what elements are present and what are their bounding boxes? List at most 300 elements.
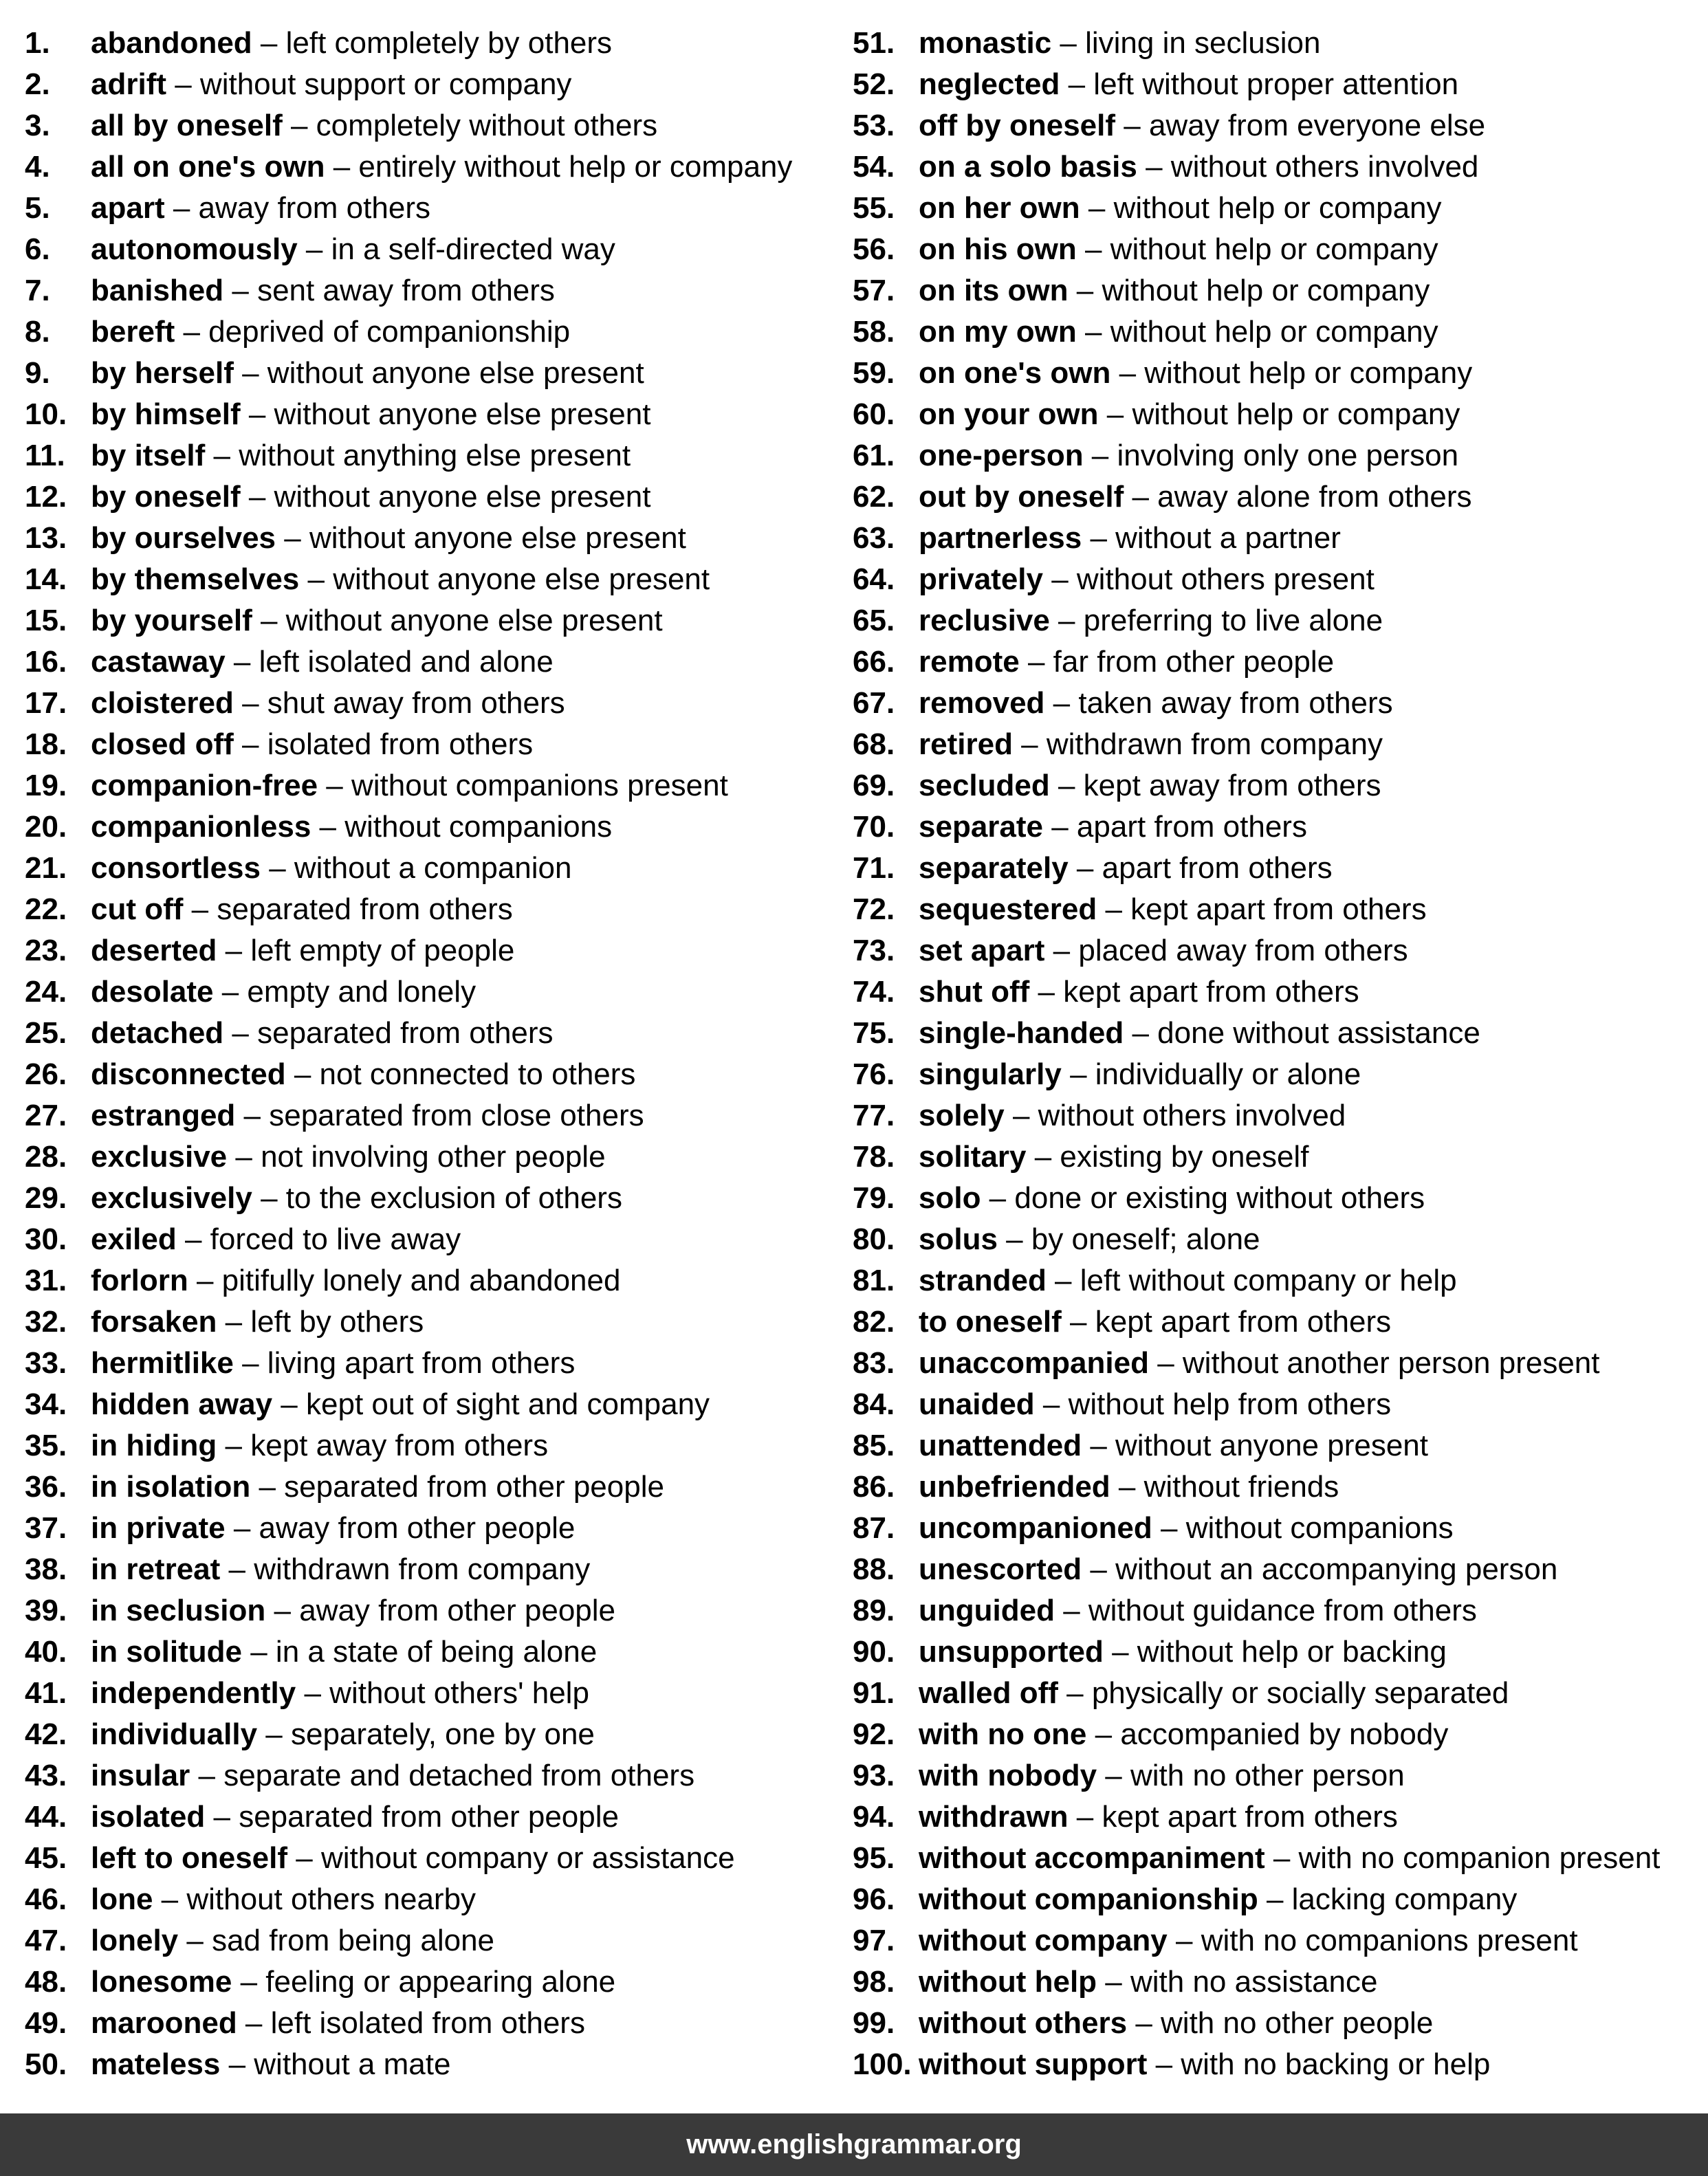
list-item <box>25 516 850 557</box>
item-number: 97. <box>853 1924 895 1957</box>
item-definition: – individually or alone <box>1061 1057 1361 1091</box>
item-definition: – without help or company <box>1110 356 1473 390</box>
item-term: estranged <box>91 1099 236 1132</box>
item-term: monastic <box>919 26 1052 60</box>
list-item <box>853 1959 1705 2001</box>
list-item <box>853 1258 1705 1299</box>
item-number: 62. <box>853 480 895 514</box>
item-definition: – without others nearby <box>153 1882 477 1916</box>
item-term: unguided <box>919 1594 1055 1627</box>
item-number: 32. <box>25 1305 67 1339</box>
item-number: 70. <box>853 810 895 844</box>
item-term: secluded <box>919 769 1050 802</box>
item-number: 16. <box>25 645 67 679</box>
item-number: 39. <box>25 1594 67 1627</box>
list-item <box>25 103 850 144</box>
list-item <box>25 1836 850 1877</box>
item-term: off by oneself <box>919 109 1116 142</box>
list-item <box>853 887 1705 928</box>
item-definition: – without company or assistance <box>287 1841 735 1875</box>
item-term: neglected <box>919 67 1060 101</box>
item-number: 69. <box>853 769 895 802</box>
item-definition: – done without assistance <box>1124 1016 1480 1050</box>
item-definition: – without help or backing <box>1103 1635 1447 1669</box>
item-definition: – without a mate <box>220 2047 451 2081</box>
list-item <box>853 227 1705 268</box>
item-term: without companionship <box>919 1882 1258 1916</box>
list-item <box>853 309 1705 351</box>
item-number: 14. <box>25 562 67 596</box>
item-term: by themselves <box>91 562 300 596</box>
item-term: by ourselves <box>91 521 276 555</box>
list-item <box>853 516 1705 557</box>
item-definition: – away alone from others <box>1124 480 1472 514</box>
item-number: 61. <box>853 439 895 472</box>
list-item <box>25 1341 850 1382</box>
item-definition: – kept apart from others <box>1068 1800 1398 1834</box>
item-number: 7. <box>25 274 50 307</box>
item-definition: – with no other people <box>1127 2006 1434 2040</box>
list-item <box>25 186 850 227</box>
item-term: mateless <box>91 2047 221 2081</box>
item-term: by herself <box>91 356 234 390</box>
item-definition: – taken away from others <box>1044 686 1393 720</box>
item-number: 95. <box>853 1841 895 1875</box>
list-item <box>25 1299 850 1341</box>
list-item <box>853 598 1705 639</box>
item-number: 23. <box>25 934 67 967</box>
item-definition: – in a state of being alone <box>242 1635 598 1669</box>
list-item <box>25 1134 850 1176</box>
list-item <box>853 1176 1705 1217</box>
item-number: 4. <box>25 150 50 184</box>
item-definition: – without companions present <box>318 769 728 802</box>
item-definition: – with no assistance <box>1097 1965 1378 1999</box>
list-item <box>853 268 1705 309</box>
item-definition: – without help or company <box>1076 232 1438 266</box>
item-number: 88. <box>853 1552 895 1586</box>
item-term: left to oneself <box>91 1841 288 1875</box>
list-item <box>25 1629 850 1671</box>
item-term: companion-free <box>91 769 318 802</box>
item-term: lonely <box>91 1924 179 1957</box>
item-number: 94. <box>853 1800 895 1834</box>
item-term: exclusively <box>91 1181 252 1215</box>
left-column <box>25 21 850 2083</box>
item-term: remote <box>919 645 1020 679</box>
item-definition: – without anyone else present <box>240 397 651 431</box>
item-definition: – away from everyone else <box>1115 109 1486 142</box>
list-item <box>25 639 850 681</box>
list-item <box>853 969 1705 1011</box>
item-definition: – without friends <box>1110 1470 1339 1504</box>
item-term: deserted <box>91 934 217 967</box>
item-term: to oneself <box>919 1305 1062 1339</box>
item-definition: – without help or company <box>1068 274 1430 307</box>
list-item <box>25 1794 850 1836</box>
item-number: 36. <box>25 1470 67 1504</box>
item-number: 84. <box>853 1387 895 1421</box>
list-item <box>25 1258 850 1299</box>
item-definition: – kept away from others <box>217 1429 549 1462</box>
list-item <box>853 804 1705 846</box>
list-item <box>853 1671 1705 1712</box>
item-number: 29. <box>25 1181 67 1215</box>
list-item <box>25 1506 850 1547</box>
item-definition: – without help or company <box>1098 397 1460 431</box>
item-term: by yourself <box>91 604 252 637</box>
item-number: 28. <box>25 1140 67 1174</box>
list-item <box>25 1959 850 2001</box>
item-term: by himself <box>91 397 241 431</box>
list-item <box>853 1629 1705 1671</box>
item-number: 71. <box>853 851 895 885</box>
list-item <box>25 21 850 62</box>
item-number: 81. <box>853 1264 895 1297</box>
item-number: 6. <box>25 232 50 266</box>
item-definition: – without guidance from others <box>1054 1594 1477 1627</box>
list-item <box>25 887 850 928</box>
item-term: cut off <box>91 892 184 926</box>
item-definition: – without others present <box>1042 562 1375 596</box>
item-term: solely <box>919 1099 1005 1132</box>
item-number: 11. <box>25 439 65 472</box>
item-term: separately <box>919 851 1069 885</box>
item-term: on your own <box>919 397 1099 431</box>
list-item <box>853 1052 1705 1093</box>
item-definition: – without a partner <box>1082 521 1341 555</box>
list-item <box>853 557 1705 598</box>
item-definition: – left empty of people <box>217 934 515 967</box>
item-number: 27. <box>25 1099 67 1132</box>
item-term: banished <box>91 274 224 307</box>
item-number: 78. <box>853 1140 895 1174</box>
right-column <box>853 21 1705 2083</box>
item-definition: – separated from other people <box>205 1800 619 1834</box>
list-item <box>25 1671 850 1712</box>
item-term: independently <box>91 1676 296 1710</box>
list-item <box>853 928 1705 969</box>
list-item <box>853 1299 1705 1341</box>
item-definition: – with no other person <box>1097 1759 1405 1792</box>
item-number: 52. <box>853 67 895 101</box>
item-number: 55. <box>853 191 895 225</box>
item-definition: – without help or company <box>1076 315 1438 349</box>
item-definition: – apart from others <box>1043 810 1307 844</box>
item-definition: – separated from others <box>223 1016 554 1050</box>
list-item <box>25 1093 850 1134</box>
list-item <box>853 1011 1705 1052</box>
item-definition: – without anyone else present <box>276 521 686 555</box>
item-term: marooned <box>91 2006 237 2040</box>
item-term: disconnected <box>91 1057 286 1091</box>
item-term: cloistered <box>91 686 234 720</box>
item-definition: – without companions <box>1152 1511 1454 1545</box>
item-term: exiled <box>91 1222 177 1256</box>
list-item <box>853 1423 1705 1464</box>
item-term: adrift <box>91 67 166 101</box>
item-term: one-person <box>919 439 1084 472</box>
item-number: 80. <box>853 1222 895 1256</box>
item-definition: – placed away from others <box>1044 934 1408 967</box>
item-number: 33. <box>25 1346 67 1380</box>
item-term: uncompanioned <box>919 1511 1152 1545</box>
item-term: set apart <box>919 934 1045 967</box>
list-item <box>25 1588 850 1629</box>
list-item <box>25 1547 850 1588</box>
list-item <box>25 351 850 392</box>
list-item <box>853 1753 1705 1794</box>
item-number: 66. <box>853 645 895 679</box>
item-term: on his own <box>919 232 1077 266</box>
item-number: 38. <box>25 1552 67 1586</box>
list-item <box>25 144 850 186</box>
item-number: 2. <box>25 67 50 101</box>
item-definition: – without anyone else present <box>299 562 710 596</box>
item-number: 47. <box>25 1924 67 1957</box>
list-item <box>25 1918 850 1959</box>
list-item <box>25 1176 850 1217</box>
item-definition: – empty and lonely <box>213 975 477 1009</box>
item-number: 92. <box>853 1717 895 1751</box>
item-term: apart <box>91 191 165 225</box>
list-item <box>25 1464 850 1506</box>
item-definition: – without anyone present <box>1082 1429 1429 1462</box>
list-item <box>853 1382 1705 1423</box>
list-item <box>853 1341 1705 1382</box>
item-term: sequestered <box>919 892 1097 926</box>
item-term: walled off <box>919 1676 1058 1710</box>
item-number: 60. <box>853 397 895 431</box>
item-definition: – separate and detached from others <box>190 1759 695 1792</box>
list-item <box>25 433 850 474</box>
item-term: out by oneself <box>919 480 1124 514</box>
item-term: unescorted <box>919 1552 1082 1586</box>
item-definition: – away from other people <box>225 1511 576 1545</box>
item-definition: – without others involved <box>1137 150 1479 184</box>
list-item <box>853 1506 1705 1547</box>
item-definition: – accompanied by nobody <box>1086 1717 1449 1751</box>
item-number: 8. <box>25 315 50 349</box>
item-term: without support <box>919 2047 1148 2081</box>
item-definition: – without another person present <box>1148 1346 1600 1380</box>
list-item <box>25 557 850 598</box>
item-number: 20. <box>25 810 67 844</box>
item-definition: – apart from others <box>1068 851 1333 885</box>
item-term: singularly <box>919 1057 1062 1091</box>
list-item <box>853 722 1705 763</box>
item-term: with no one <box>919 1717 1087 1751</box>
item-number: 99. <box>853 2006 895 2040</box>
item-term: on a solo basis <box>919 150 1137 184</box>
item-number: 48. <box>25 1965 67 1999</box>
item-term: retired <box>919 727 1013 761</box>
item-term: in hiding <box>91 1429 217 1462</box>
item-number: 98. <box>853 1965 895 1999</box>
item-term: without help <box>919 1965 1097 1999</box>
item-number: 25. <box>25 1016 67 1050</box>
item-definition: – preferring to live alone <box>1049 604 1383 637</box>
item-definition: – without help from others <box>1034 1387 1392 1421</box>
item-term: in isolation <box>91 1470 251 1504</box>
item-definition: – left isolated and alone <box>225 645 554 679</box>
item-number: 83. <box>853 1346 895 1380</box>
item-number: 85. <box>853 1429 895 1462</box>
item-definition: – separated from other people <box>250 1470 664 1504</box>
item-definition: – with no backing or help <box>1147 2047 1491 2081</box>
item-term: single-handed <box>919 1016 1124 1050</box>
list-item <box>25 846 850 887</box>
item-definition: – separately, one by one <box>257 1717 595 1751</box>
list-item <box>853 21 1705 62</box>
list-item <box>853 144 1705 186</box>
item-term: bereft <box>91 315 175 349</box>
item-term: solus <box>919 1222 998 1256</box>
item-term: companionless <box>91 810 311 844</box>
item-term: stranded <box>919 1264 1047 1297</box>
item-number: 10. <box>25 397 67 431</box>
item-definition: – isolated from others <box>233 727 534 761</box>
item-number: 50. <box>25 2047 67 2081</box>
list-item <box>853 62 1705 103</box>
item-term: on my own <box>919 315 1077 349</box>
list-item <box>25 681 850 722</box>
footer-bar <box>0 2113 1708 2176</box>
item-term: unaccompanied <box>919 1346 1149 1380</box>
item-term: lone <box>91 1882 153 1916</box>
list-item <box>853 2042 1705 2083</box>
list-item <box>853 1464 1705 1506</box>
item-definition: – living in seclusion <box>1051 26 1321 60</box>
item-number: 24. <box>25 975 67 1009</box>
item-definition: – without help or company <box>1080 191 1442 225</box>
item-term: individually <box>91 1717 258 1751</box>
item-term: forlorn <box>91 1264 188 1297</box>
item-term: shut off <box>919 975 1030 1009</box>
item-definition: – left by others <box>217 1305 424 1339</box>
item-term: unsupported <box>919 1635 1104 1669</box>
item-number: 45. <box>25 1841 67 1875</box>
item-term: unbefriended <box>919 1470 1110 1504</box>
item-definition: – kept apart from others <box>1061 1305 1392 1339</box>
item-term: on one's own <box>919 356 1111 390</box>
item-term: without company <box>919 1924 1168 1957</box>
item-definition: – by oneself; alone <box>997 1222 1260 1256</box>
list-item <box>853 474 1705 516</box>
list-item <box>853 1794 1705 1836</box>
item-number: 17. <box>25 686 67 720</box>
list-item <box>853 392 1705 433</box>
item-number: 1. <box>25 26 50 60</box>
list-item <box>25 1753 850 1794</box>
item-term: desolate <box>91 975 214 1009</box>
item-number: 3. <box>25 109 50 142</box>
item-number: 35. <box>25 1429 67 1462</box>
list-item <box>853 1547 1705 1588</box>
list-item <box>853 186 1705 227</box>
list-item <box>25 928 850 969</box>
item-term: autonomously <box>91 232 298 266</box>
item-definition: – away from others <box>164 191 430 225</box>
item-term: solitary <box>919 1140 1027 1174</box>
item-term: abandoned <box>91 26 252 60</box>
list-item <box>25 1877 850 1918</box>
list-item <box>25 2042 850 2083</box>
item-number: 22. <box>25 892 67 926</box>
item-number: 93. <box>853 1759 895 1792</box>
item-term: forsaken <box>91 1305 217 1339</box>
item-number: 96. <box>853 1882 895 1916</box>
item-definition: – without an accompanying person <box>1082 1552 1558 1586</box>
item-definition: – to the exclusion of others <box>252 1181 622 1215</box>
item-number: 68. <box>853 727 895 761</box>
list-item <box>25 804 850 846</box>
list-item <box>25 1382 850 1423</box>
item-number: 74. <box>853 975 895 1009</box>
list-item <box>853 1836 1705 1877</box>
item-definition: – kept out of sight and company <box>272 1387 710 1421</box>
item-number: 26. <box>25 1057 67 1091</box>
item-definition: – without others' help <box>296 1676 589 1710</box>
item-definition: – kept away from others <box>1049 769 1381 802</box>
item-definition: – with no companions present <box>1167 1924 1578 1957</box>
list-item <box>25 969 850 1011</box>
item-number: 79. <box>853 1181 895 1215</box>
item-number: 73. <box>853 934 895 967</box>
item-definition: – without anything else present <box>205 439 631 472</box>
list-item <box>25 474 850 516</box>
item-definition: – feeling or appearing alone <box>232 1965 616 1999</box>
item-term: in seclusion <box>91 1594 266 1627</box>
list-item <box>853 1134 1705 1176</box>
item-definition: – left isolated from others <box>237 2006 585 2040</box>
item-number: 12. <box>25 480 67 514</box>
list-item <box>25 598 850 639</box>
list-item <box>25 2001 850 2042</box>
item-number: 31. <box>25 1264 67 1297</box>
item-number: 65. <box>853 604 895 637</box>
list-item <box>25 62 850 103</box>
footer-url: www.englishgrammar.org <box>686 2129 1022 2159</box>
item-term: consortless <box>91 851 261 885</box>
item-definition: – left without proper attention <box>1060 67 1459 101</box>
item-term: closed off <box>91 727 234 761</box>
item-term: with nobody <box>919 1759 1097 1792</box>
list-item <box>25 1423 850 1464</box>
list-item <box>25 268 850 309</box>
list-item <box>853 2001 1705 2042</box>
item-definition: – done or existing without others <box>981 1181 1425 1215</box>
item-number: 76. <box>853 1057 895 1091</box>
list-item <box>25 1052 850 1093</box>
item-number: 87. <box>853 1511 895 1545</box>
item-definition: – kept apart from others <box>1029 975 1359 1009</box>
item-definition: – forced to live away <box>176 1222 461 1256</box>
item-number: 42. <box>25 1717 67 1751</box>
list-item <box>853 1918 1705 1959</box>
item-number: 5. <box>25 191 50 225</box>
item-term: unaided <box>919 1387 1035 1421</box>
item-term: insular <box>91 1759 190 1792</box>
item-number: 56. <box>853 232 895 266</box>
item-definition: – existing by oneself <box>1026 1140 1309 1174</box>
item-number: 82. <box>853 1305 895 1339</box>
item-definition: – shut away from others <box>233 686 565 720</box>
item-number: 64. <box>853 562 895 596</box>
list-item <box>853 1877 1705 1918</box>
item-number: 89. <box>853 1594 895 1627</box>
list-item <box>853 433 1705 474</box>
